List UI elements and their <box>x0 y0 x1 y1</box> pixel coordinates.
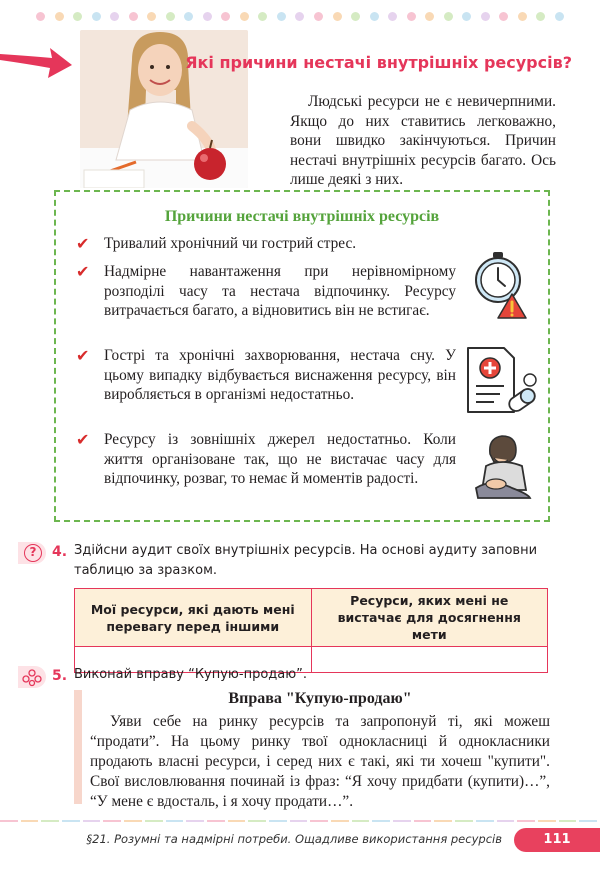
decor-dot <box>370 12 379 21</box>
cause-text: Надмірне навантаження при нерівномірному розподілі часу та нестача відпочинку. Ресурсу витрачається багато, а відновитись він не встигає. <box>104 263 456 319</box>
footer-dash <box>248 820 266 822</box>
task-4-text: Здійсни аудит своїх внутрішніх ресурсів. На основі аудиту заповни таблицю за зразком. <box>74 543 538 578</box>
footer-dash <box>310 820 328 822</box>
footer-dash <box>414 820 432 822</box>
page-number: 111 <box>514 828 600 852</box>
decor-dot <box>388 12 397 21</box>
footer-dash <box>331 820 349 822</box>
footer-dash <box>62 820 80 822</box>
intro-text: Людські ресурси не є невичерпними. Якщо до них ставитись легковажно, вони швидко закінчуються. Причин нестачі внутрішніх ресурсів багато. Ось лише деякі з них. <box>290 93 556 188</box>
decor-dot <box>481 12 490 21</box>
task-number: 5. <box>52 668 68 684</box>
decor-dot <box>92 12 101 21</box>
decor-dot <box>333 12 342 21</box>
decor-dot <box>314 12 323 21</box>
medical-document-icon <box>464 346 540 416</box>
footer-text: §21. Розумні та надмірні потреби. Ощадливе використання ресурсів <box>86 832 502 846</box>
exercise-paragraph <box>90 712 550 812</box>
footer-dash <box>579 820 597 822</box>
footer-dash <box>83 820 101 822</box>
footer-dash <box>145 820 163 822</box>
footer-dash <box>393 820 411 822</box>
group-activity-icon <box>18 666 46 688</box>
exercise-text: Уяви себе на ринку ресурсів та запропонуй ті, які можеш “продати”. На цьому ринку твої однокласниці й однокласники продають власні ресурси, і серед них є такі, які ти хочеш "купити". Свої висловлювання починай із фраз: “Я хочу придбати (купити)…”, “У мене є вдосталь, і я хочу продати…”. <box>90 713 550 810</box>
cause-text: Гострі та хронічні захворювання, нестача сну. У цьому випадку відбувається виснаження ресурсу, він виробляється в організмі недостатньо. <box>104 347 456 403</box>
footer-dash <box>269 820 287 822</box>
question-glyph: ? <box>24 544 42 562</box>
footer-dash <box>434 820 452 822</box>
task-number: 4. <box>52 544 68 560</box>
intro-paragraph <box>290 92 556 190</box>
decor-dot <box>518 12 527 21</box>
cause-text: Тривалий хронічний чи гострий стрес. <box>104 235 357 252</box>
footer-dash <box>186 820 204 822</box>
exercise-title: Вправа "Купую-продаю" <box>228 690 412 707</box>
table-header: Мої ресурси, які дають мені перевагу перед іншими <box>75 589 312 647</box>
clock-warning-icon <box>472 250 532 320</box>
decor-dot <box>221 12 230 21</box>
footer-dash <box>559 820 577 822</box>
decor-dot <box>536 12 545 21</box>
footer-dash <box>0 820 18 822</box>
footer-dash <box>476 820 494 822</box>
footer-dash <box>538 820 556 822</box>
section-title: Які причини нестачі внутрішніх ресурсів? <box>185 53 572 72</box>
checkmark-icon: ✔ <box>76 234 90 253</box>
decor-dot <box>462 12 471 21</box>
decor-dot <box>36 12 45 21</box>
task-5-text: Виконай вправу “Купую-продаю”. <box>74 667 308 682</box>
decor-dot <box>555 12 564 21</box>
decor-dot <box>147 12 156 21</box>
causes-box <box>54 190 550 522</box>
table-header: Ресурси, яких мені не вистачає для досягнення мети <box>311 589 548 647</box>
footer-dash <box>372 820 390 822</box>
decor-dot <box>295 12 304 21</box>
exercise-bar <box>74 690 82 804</box>
checkmark-icon: ✔ <box>76 262 90 281</box>
decor-dot <box>444 12 453 21</box>
footer-dash <box>455 820 473 822</box>
footer-dash <box>124 820 142 822</box>
causes-title: Причини нестачі внутрішніх ресурсів <box>164 208 440 225</box>
resources-table <box>74 588 548 673</box>
cause-text: Ресурсу із зовнішніх джерел недостатньо. Коли життя організоване так, що не вистачає часу для відпочинку, розваг, то немає й моментів радості. <box>104 431 456 487</box>
decor-dot <box>166 12 175 21</box>
decor-dot <box>277 12 286 21</box>
decor-dot <box>73 12 82 21</box>
page-footer <box>0 828 600 852</box>
cause-item <box>76 430 456 489</box>
tired-person-icon <box>472 432 536 502</box>
footer-dash <box>352 820 370 822</box>
decorative-dots <box>36 12 564 21</box>
decor-dot <box>203 12 212 21</box>
decor-dot <box>499 12 508 21</box>
footer-dash <box>207 820 225 822</box>
decor-dot <box>240 12 249 21</box>
footer-dash <box>21 820 39 822</box>
decor-dot <box>55 12 64 21</box>
footer-dash <box>497 820 515 822</box>
decor-dot <box>407 12 416 21</box>
decor-dot <box>258 12 267 21</box>
footer-dash <box>290 820 308 822</box>
footer-dash <box>41 820 59 822</box>
footer-divider <box>0 820 600 822</box>
cause-item <box>76 262 456 321</box>
cause-item <box>76 346 456 405</box>
decor-dot <box>425 12 434 21</box>
decor-dot <box>129 12 138 21</box>
footer-dash <box>517 820 535 822</box>
footer-dash <box>228 820 246 822</box>
section-arrow-icon <box>0 46 72 80</box>
question-icon <box>18 542 46 564</box>
decor-dot <box>184 12 193 21</box>
checkmark-icon: ✔ <box>76 430 90 449</box>
decor-dot <box>110 12 119 21</box>
decor-dot <box>351 12 360 21</box>
checkmark-icon: ✔ <box>76 346 90 365</box>
footer-dash <box>166 820 184 822</box>
footer-dash <box>103 820 121 822</box>
cause-item <box>76 234 456 254</box>
